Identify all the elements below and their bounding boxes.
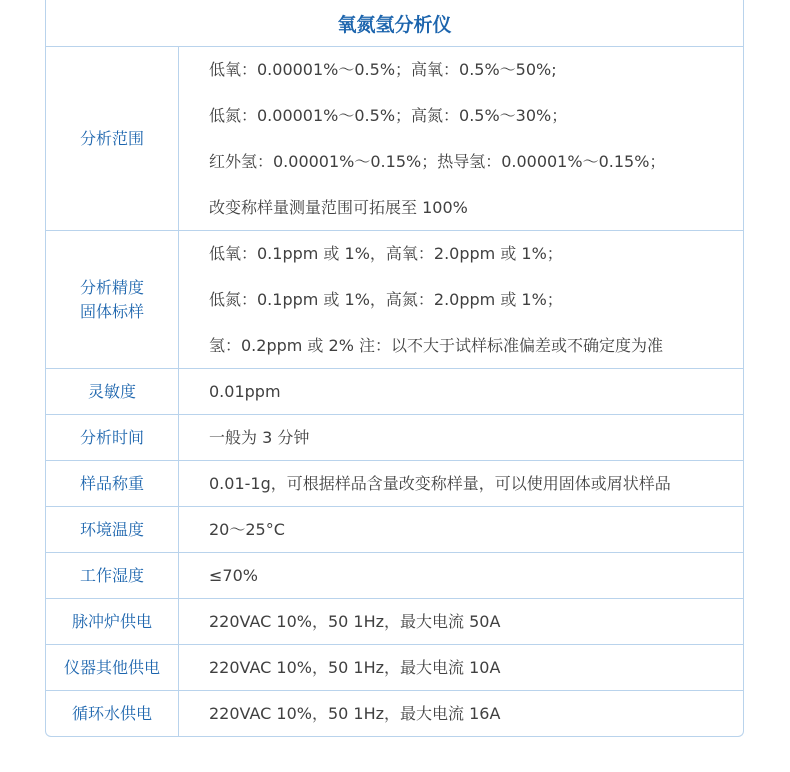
- row-value: [179, 415, 743, 460]
- value-line: 20～25°C: [209, 519, 285, 539]
- row-value: [179, 47, 743, 230]
- row-label: [46, 369, 179, 414]
- row-label-text: 脉冲炉供电: [71, 611, 152, 631]
- row-label-text: 环境温度: [79, 519, 144, 539]
- row-label-text: 循环水供电: [71, 703, 152, 723]
- table-row-sensitivity: [46, 369, 743, 415]
- value-line: 低氧：0.00001%～0.5%；高氧：0.5%～50%;: [209, 59, 557, 79]
- row-label: [46, 645, 179, 690]
- row-value: [179, 599, 743, 644]
- row-label: [46, 415, 179, 460]
- row-value: [179, 461, 743, 506]
- row-label: [46, 47, 179, 230]
- table-title: 氧氮氢分析仪: [46, 0, 743, 47]
- row-label: [46, 553, 179, 598]
- value-line: 低氮：0.00001%～0.5%；高氮：0.5%～30%；: [209, 105, 568, 125]
- value-line: 改变称样量测量范围可拓展至 100%: [209, 197, 468, 217]
- row-label-text: 固体标样: [79, 301, 144, 321]
- row-label: [46, 231, 179, 368]
- table-row-sample-weight: [46, 461, 743, 507]
- row-label: [46, 507, 179, 552]
- row-label-text: 样品称重: [79, 473, 144, 493]
- row-label-text: 分析时间: [79, 427, 144, 447]
- value-line: 220VAC 10%，50 1Hz，最大电流 10A: [209, 657, 501, 677]
- value-line: 氢：0.2ppm 或 2% 注：以不大于试样标准偏差或不确定度为准: [209, 335, 663, 355]
- value-line: 一般为 3 分钟: [209, 427, 310, 447]
- row-value: [179, 645, 743, 690]
- value-line: 低氮：0.1ppm 或 1%，高氮：2.0ppm 或 1%；: [209, 289, 563, 309]
- row-label-text: 工作湿度: [79, 565, 144, 585]
- table-row-other-power: [46, 645, 743, 691]
- table-row-ambient-temperature: [46, 507, 743, 553]
- row-label-text: 灵敏度: [87, 381, 136, 401]
- spec-table: [45, 0, 744, 737]
- row-value: [179, 369, 743, 414]
- row-label-text: 分析范围: [79, 128, 144, 148]
- table-row-analysis-range: [46, 47, 743, 231]
- value-line: 红外氢：0.00001%～0.15%；热导氢：0.00001%～0.15%；: [209, 151, 666, 171]
- value-line: 0.01ppm: [209, 381, 281, 401]
- row-label-text: 分析精度: [79, 277, 144, 297]
- table-row-analysis-precision: [46, 231, 743, 369]
- row-label: [46, 599, 179, 644]
- row-label-text: 仪器其他供电: [63, 657, 160, 677]
- row-value: [179, 691, 743, 736]
- value-line: 220VAC 10%，50 1Hz，最大电流 50A: [209, 611, 501, 631]
- table-row-analysis-time: [46, 415, 743, 461]
- table-row-working-humidity: [46, 553, 743, 599]
- table-row-circulating-water-power: [46, 691, 743, 736]
- row-value: [179, 231, 743, 368]
- row-value: [179, 553, 743, 598]
- table-row-pulse-furnace-power: [46, 599, 743, 645]
- row-label: [46, 691, 179, 736]
- value-line: 0.01-1g，可根据样品含量改变称样量，可以使用固体或屑状样品: [209, 473, 671, 493]
- value-line: ≤70%: [209, 565, 258, 585]
- value-line: 低氧：0.1ppm 或 1%，高氧：2.0ppm 或 1%；: [209, 243, 563, 263]
- value-line: 220VAC 10%，50 1Hz，最大电流 16A: [209, 703, 501, 723]
- row-value: [179, 507, 743, 552]
- row-label: [46, 461, 179, 506]
